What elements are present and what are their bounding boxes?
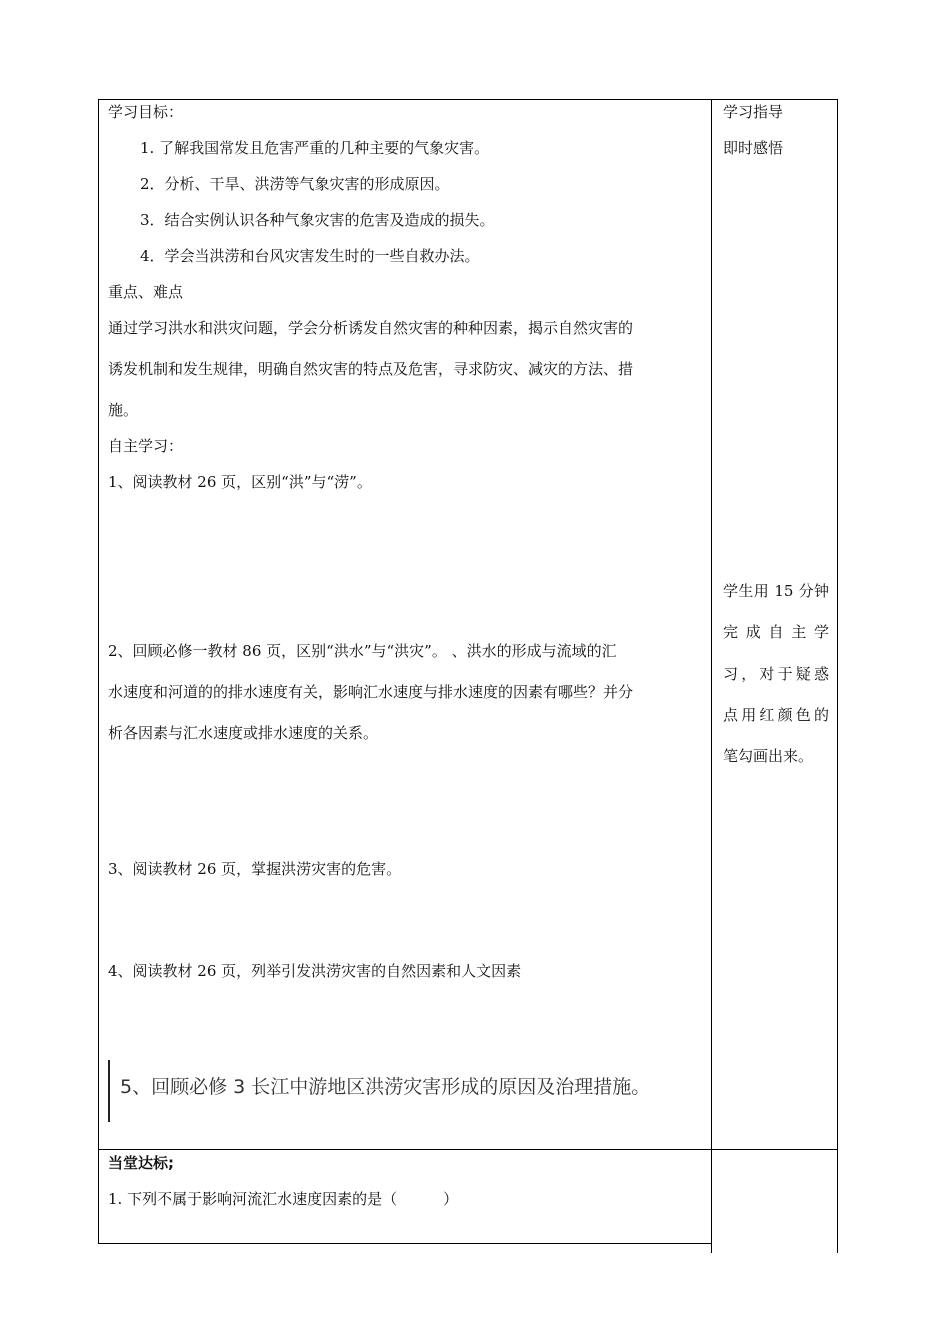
sidebar-note-line: 笔勾画出来。	[723, 747, 814, 766]
sidebar-title-guidance: 学习指导	[723, 103, 784, 121]
sidebar-note-line: 点用红颜色的	[723, 705, 829, 724]
self-study-question-1: 1、阅读教材 26 页，区别“洪”与“涝”。	[108, 473, 372, 491]
self-study-heading: 自主学习：	[108, 437, 184, 455]
self-study-question-2-line: 析各因素与汇水速度或排水速度的关系。	[108, 724, 379, 742]
objective-item: 3．结合实例认识各种气象灾害的危害及造成的损失。	[140, 211, 495, 229]
self-study-question-2-line: 2、回顾必修一教材 86 页，区别“洪水”与“洪灾”。 、洪水的形成与流域的汇	[108, 642, 617, 660]
table-left-border	[98, 99, 99, 1244]
practice-heading: 当堂达标;	[108, 1154, 174, 1172]
objectives-heading: 学习目标：	[108, 103, 184, 121]
column-divider	[711, 99, 712, 1253]
self-study-question-5: 5、回顾必修 3 长江中游地区洪涝灾害形成的原因及治理措施。	[120, 1076, 651, 1098]
practice-question-1-close: ）	[443, 1190, 459, 1208]
table-bottom-border	[98, 1243, 711, 1244]
practice-question-1	[108, 1192, 458, 1207]
key-points-line: 施。	[108, 401, 139, 419]
table-top-border	[98, 99, 838, 100]
sidebar-note-line: 完 成 自 主 学	[723, 623, 829, 642]
key-points-line: 诱发机制和发生规律，明确自然灾害的特点及危害，寻求防灾、减灾的方法、措	[108, 360, 634, 378]
sidebar-note-line: 习，对于疑惑	[723, 664, 829, 683]
question-5-marker-bar	[108, 1060, 110, 1122]
key-points-line: 通过学习洪水和洪灾问题，学会分析诱发自然灾害的种种因素，揭示自然灾害的	[108, 319, 634, 337]
table-right-border	[837, 99, 838, 1253]
key-points-heading: 重点、难点	[108, 283, 184, 301]
self-study-question-3: 3、阅读教材 26 页，掌握洪涝灾害的危害。	[108, 860, 402, 878]
objective-item: 1. 了解我国常发且危害严重的几种主要的气象灾害。	[140, 139, 490, 157]
self-study-question-2-line: 水速度和河道的的排水速度有关，影响汇水速度与排水速度的因素有哪些？并分	[108, 683, 634, 701]
section-divider	[98, 1149, 838, 1150]
sidebar-note	[723, 571, 829, 777]
practice-question-1-text: 1. 下列不属于影响河流汇水速度因素的是（	[108, 1190, 398, 1208]
self-study-question-4: 4、阅读教材 26 页，列举引发洪涝灾害的自然因素和人文因素	[108, 962, 522, 980]
objective-item: 2．分析、干旱、洪涝等气象灾害的形成原因。	[140, 175, 450, 193]
objective-item: 4．学会当洪涝和台风灾害发生时的一些自救办法。	[140, 247, 480, 265]
sidebar-title-reflection: 即时感悟	[723, 139, 784, 157]
sidebar-note-line: 学生用 15 分钟	[723, 582, 829, 600]
